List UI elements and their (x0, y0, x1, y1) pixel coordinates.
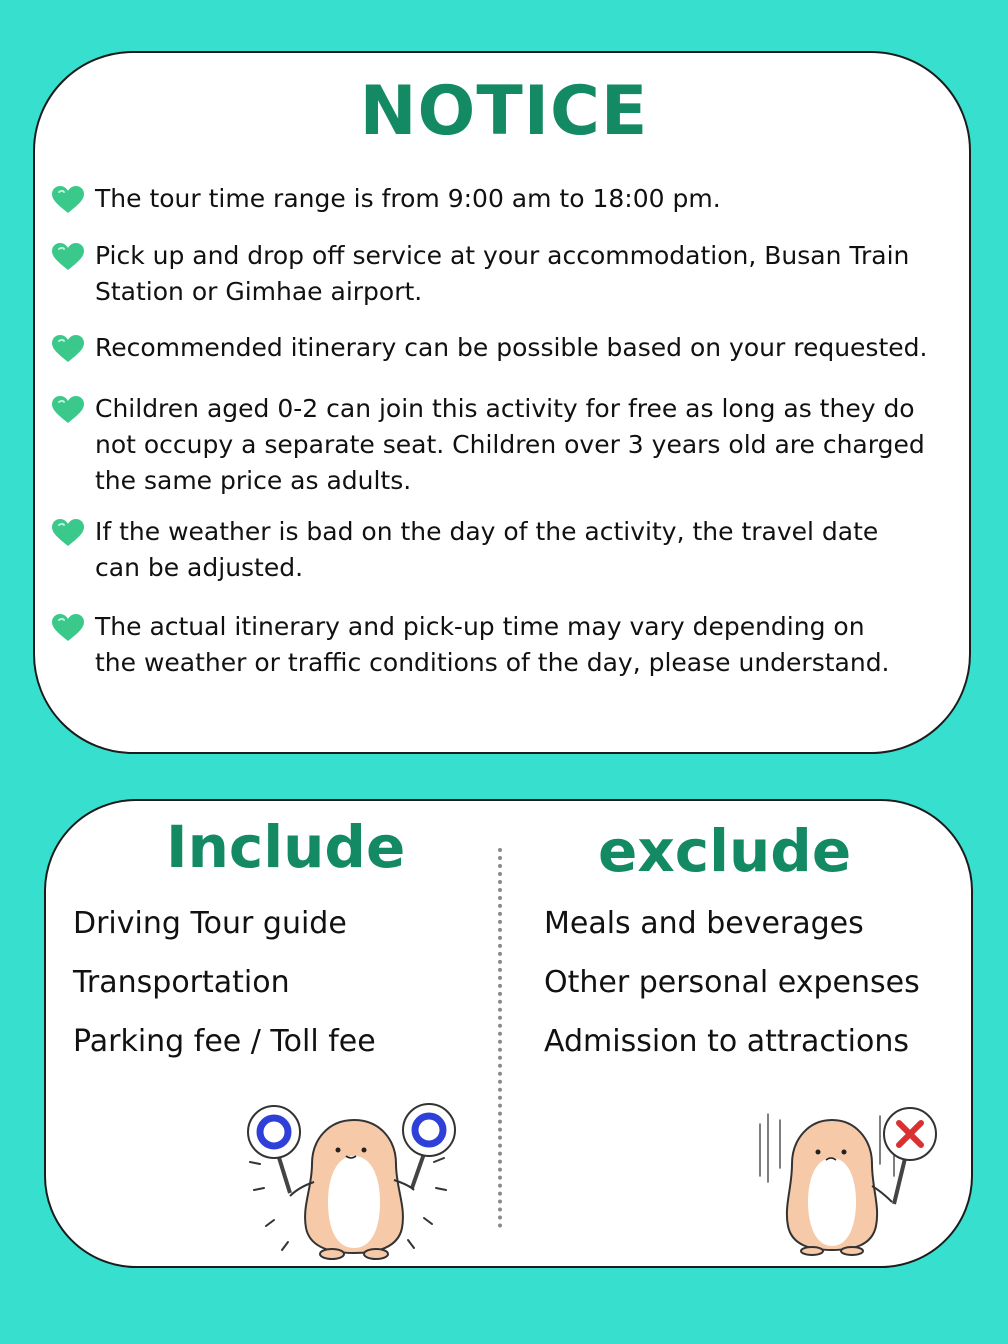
hamster-ok-illustration (236, 1098, 466, 1263)
exclude-item: Admission to attractions (544, 1024, 909, 1059)
include-item: Driving Tour guide (73, 906, 347, 941)
notice-text: The actual itinerary and pick-up time may vary depending on the weather or traffic conditions of the day, please understand. (95, 612, 890, 677)
exclude-title: exclude (598, 817, 852, 885)
heart-icon (52, 186, 84, 214)
include-item: Parking fee / Toll fee (73, 1024, 376, 1059)
notice-title: NOTICE (359, 72, 649, 151)
hamster-no-illustration (752, 1106, 942, 1256)
notice-text: Recommended itinerary can be possible based on your requested. (95, 333, 928, 362)
include-item: Transportation (73, 965, 290, 1000)
heart-icon (52, 519, 84, 547)
exclude-item: Other personal expenses (544, 965, 920, 1000)
notice-text: If the weather is bad on the day of the activity, the travel date can be adjusted. (95, 517, 879, 582)
heart-icon (52, 335, 84, 363)
heart-icon (52, 396, 84, 424)
exclude-item: Meals and beverages (544, 906, 864, 941)
heart-icon (52, 614, 84, 642)
column-divider (498, 848, 502, 1228)
notice-text: Pick up and drop off service at your accommodation, Busan Train Station or Gimhae airport. (95, 241, 910, 306)
notice-text: Children aged 0-2 can join this activity for free as long as they do not occupy a separate seat. Children over 3 years old are charged the same price as adults. (95, 394, 925, 495)
heart-icon (52, 243, 84, 271)
include-title: Include (166, 813, 406, 881)
notice-text: The tour time range is from 9:00 am to 18:00 pm. (95, 184, 721, 213)
